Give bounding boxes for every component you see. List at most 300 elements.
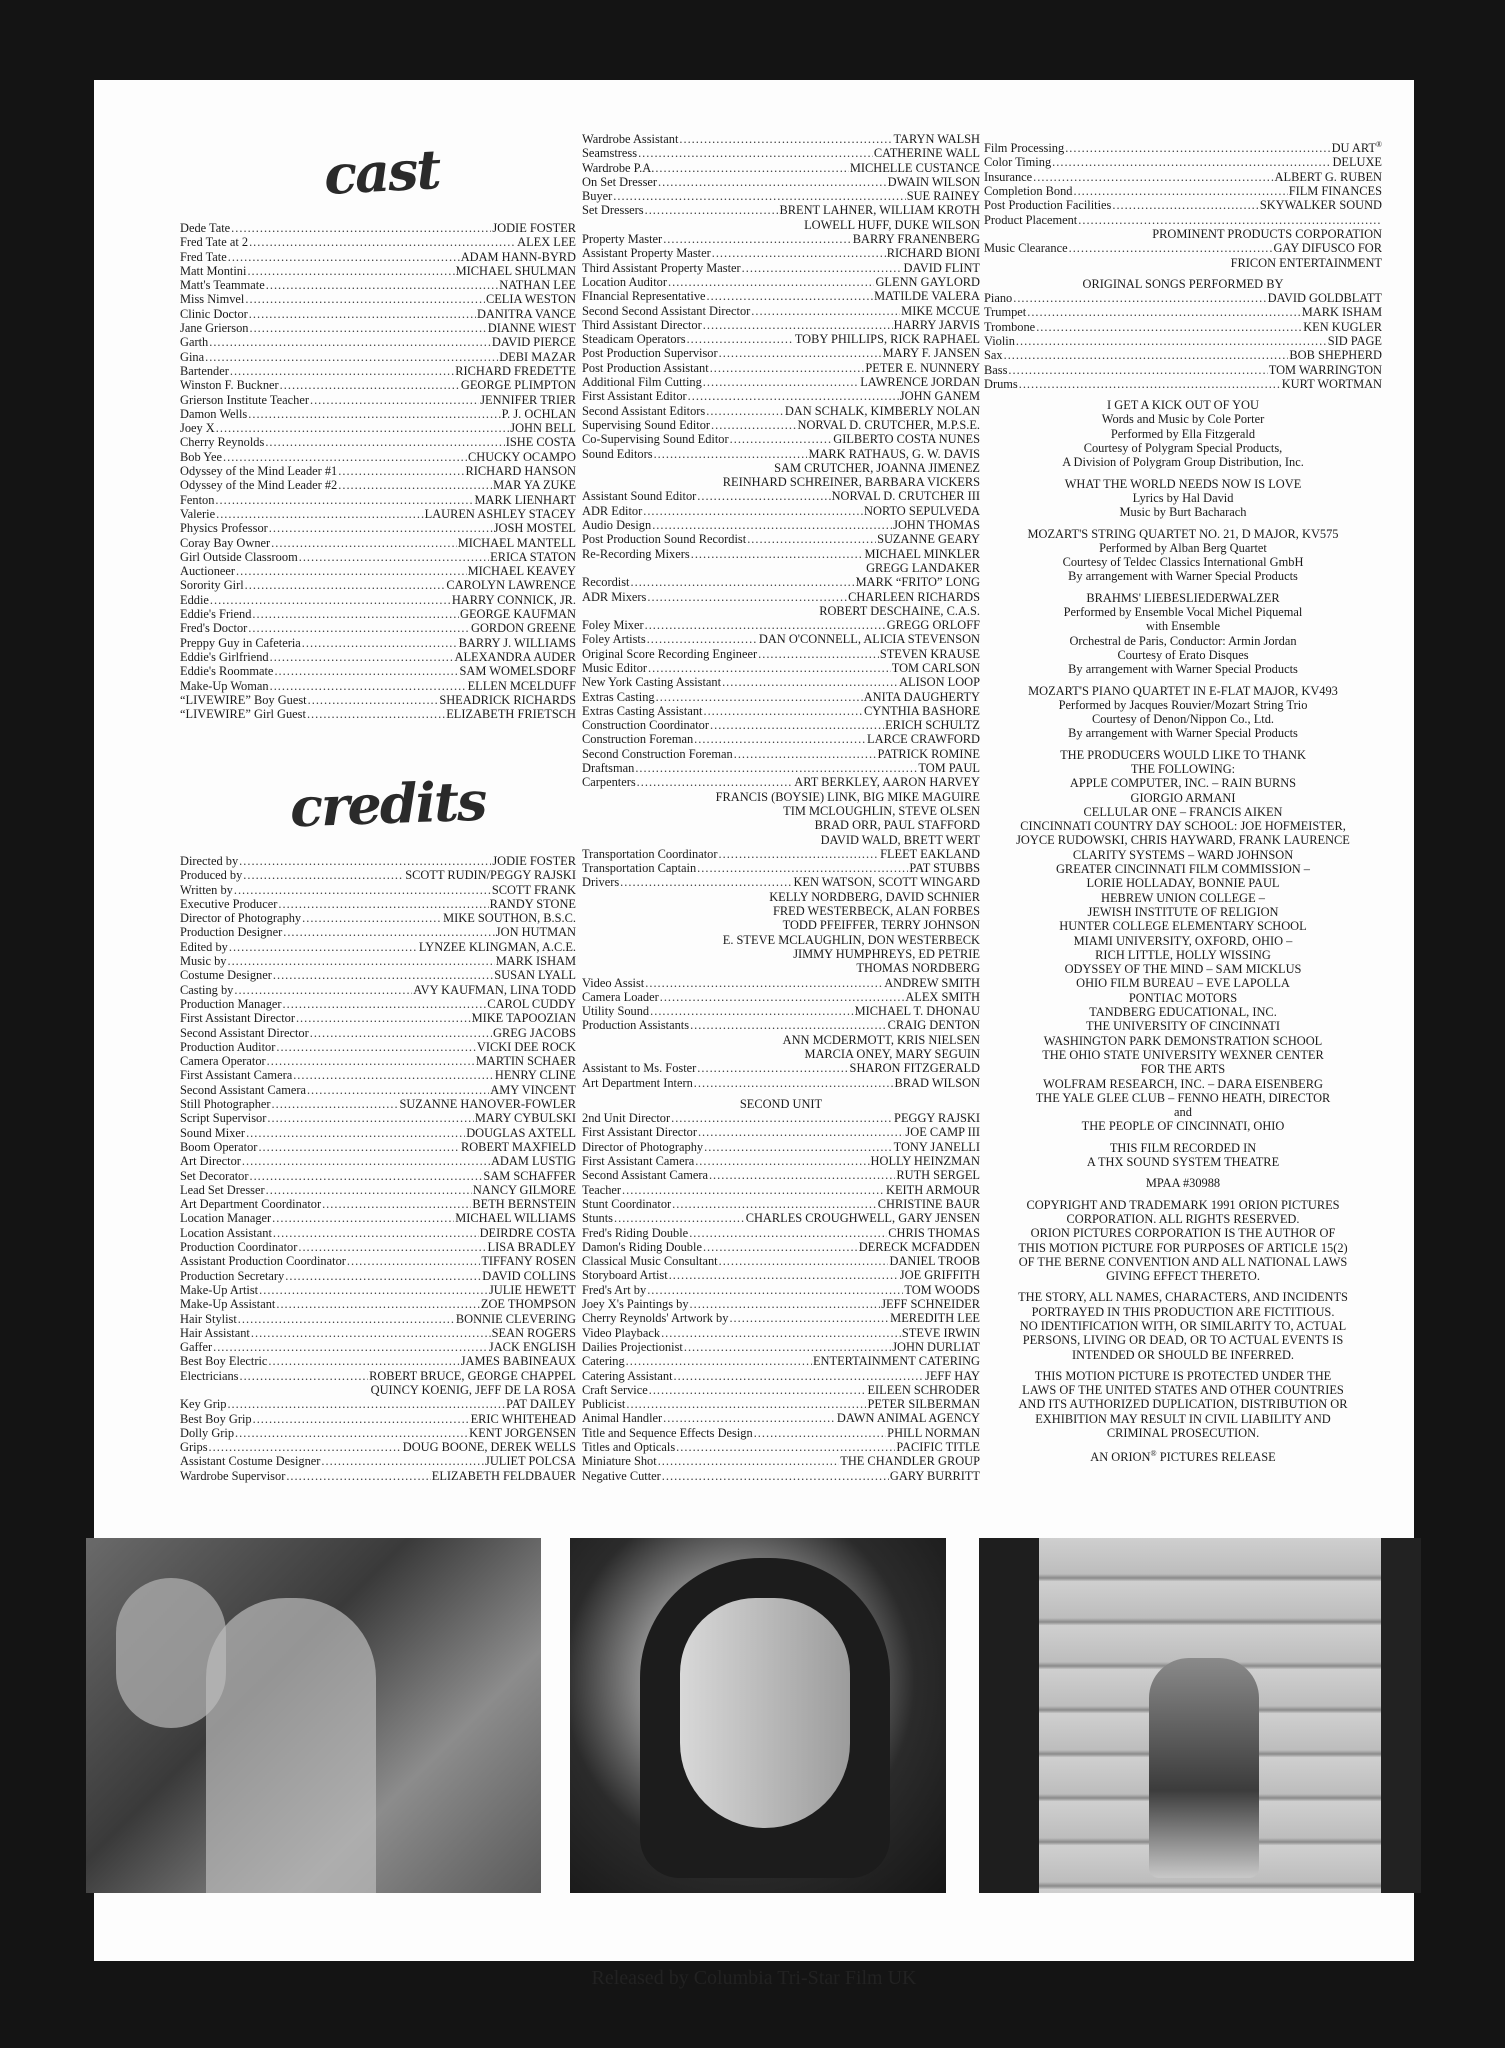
credit-name: KENT JORGENSEN (469, 1425, 576, 1440)
credit-name: JEFF SCHNEIDER (881, 1297, 980, 1312)
credit-name: ERICA STATON (490, 549, 576, 564)
credit-role: Recordist (582, 575, 630, 590)
credit-role: Coray Bay Owner (180, 535, 271, 550)
leader-dots (347, 1254, 480, 1268)
credit-name: ERICH SCHULTZ (885, 718, 980, 733)
protection-notice (984, 1369, 1382, 1440)
credit-name: CHRIS THOMAS (888, 1225, 980, 1240)
credit-row (582, 361, 980, 375)
credit-name: MARK “FRITO” LONG (855, 575, 980, 590)
leader-dots (322, 1197, 471, 1211)
text-line: APPLE COMPUTER, INC. – RAIN BURNS (1069, 776, 1297, 791)
credit-name-continued: ROBERT DESCHAINE, C.A.S. (819, 603, 980, 618)
credit-name: GILBERTO COSTA NUNES (833, 432, 980, 447)
music-credit (984, 398, 1382, 469)
text-line: CELLULAR ONE – FRANCIS AIKEN (1083, 804, 1283, 819)
credit-role: Fred Tate at 2 (180, 235, 249, 250)
text-line: ORION PICTURES CORPORATION IS THE AUTHOR OF (1030, 1226, 1336, 1241)
credit-name: DERECK MCFADDEN (858, 1239, 980, 1254)
credit-row (582, 246, 980, 260)
text-line: JEWISH INSTITUTE OF RELIGION (1087, 904, 1279, 919)
credit-row (180, 1240, 576, 1254)
credit-name: NORTO SEPULVEDA (864, 503, 980, 518)
leader-dots (729, 1311, 889, 1325)
credit-name: ISHE COSTA (505, 435, 576, 450)
credit-name: ALEX LEE (517, 235, 576, 250)
credit-role: Boom Operator (180, 1139, 258, 1154)
credit-name-continued: SAM CRUTCHER, JOANNA JIMENEZ (774, 460, 980, 475)
credit-name: STEVE IRWIN (901, 1325, 980, 1340)
text-line: CLARITY SYSTEMS – WARD JOHNSON (1072, 847, 1294, 862)
leader-dots (251, 1326, 491, 1340)
orion-release-line: AN ORION® PICTURES RELEASE (1090, 1449, 1276, 1465)
credit-role: Insurance (984, 169, 1033, 184)
text-line: AND ITS AUTHORIZED DUPLICATION, DISTRIBUTION OR (1018, 1397, 1348, 1412)
credit-row (180, 264, 576, 278)
credit-row (582, 976, 980, 990)
leader-dots (650, 1004, 853, 1018)
credit-role: Fred Tate (180, 249, 227, 264)
credit-row (180, 1226, 576, 1240)
text-line: TANDBERG EDUCATIONAL, INC. (1089, 1005, 1277, 1020)
text-line: By arrangement with Warner Special Products (1068, 662, 1298, 677)
credit-role: Joey X (180, 421, 215, 436)
leader-dots (310, 1026, 492, 1040)
leader-dots (299, 550, 489, 564)
credit-role: Video Assist (582, 975, 645, 990)
credit-row (582, 304, 980, 318)
cast-heading: cast (322, 137, 441, 207)
credit-role: Post Production Sound Recordist (582, 532, 747, 547)
credit-role: Titles and Opticals (582, 1440, 676, 1455)
leader-dots (248, 407, 500, 421)
credit-row (180, 997, 576, 1011)
leader-dots (1065, 141, 1330, 155)
text-line: HEBREW UNION COLLEGE – (1101, 890, 1265, 905)
credit-name: KEN WATSON, SCOTT WINGARD (793, 875, 980, 890)
credit-row (582, 232, 980, 246)
credit-name: MARY F. JANSEN (882, 346, 980, 361)
leader-dots (658, 1454, 840, 1468)
credit-row (582, 1168, 980, 1182)
leader-dots (276, 1297, 480, 1311)
credit-role: Third Assistant Director (582, 317, 702, 332)
credit-row (180, 507, 576, 521)
leader-dots (215, 493, 473, 507)
credit-role: Sax (984, 348, 1003, 363)
credit-role: Title and Sequence Effects Design (582, 1425, 753, 1440)
credit-name: SID PAGE (1327, 333, 1382, 348)
leader-dots (293, 1068, 494, 1082)
credit-name: FILM FINANCES (1288, 184, 1382, 199)
credit-row (180, 1369, 576, 1383)
credit-name: BRENT LAHNER, WILLIAM KROTH (779, 203, 980, 218)
credit-name: ELIZABETH FRIETSCH (446, 707, 576, 722)
credit-role: Music Editor (582, 660, 648, 675)
credit-name: GREG JACOBS (493, 1025, 576, 1040)
credit-row (180, 1011, 576, 1025)
credit-row (582, 675, 980, 689)
credit-role: Set Decorator (180, 1168, 249, 1183)
credit-name: DELUXE (1332, 155, 1382, 170)
credit-row (180, 621, 576, 635)
thanks-block (984, 748, 1382, 1134)
credit-row (582, 1454, 980, 1468)
credit-name: DIANNE WIEST (487, 321, 576, 336)
credit-role: Winston F. Buckner (180, 378, 279, 393)
credit-role: Product Placement (984, 212, 1078, 227)
credit-role: Art Department Intern (582, 1075, 693, 1090)
credit-role: Trombone (984, 319, 1036, 334)
leader-dots (231, 221, 491, 235)
credit-row (582, 1004, 980, 1018)
credit-role: Fred's Riding Double (582, 1225, 689, 1240)
credit-role: Production Manager (180, 996, 282, 1011)
credit-name: MICHAEL T. DHONAU (854, 1004, 980, 1019)
leader-dots (706, 404, 784, 418)
credit-row (984, 363, 1382, 377)
credit-name: CAROLYN LAWRENCE (446, 578, 576, 593)
credit-name: TOM WARRINGTON (1268, 362, 1382, 377)
text-line: HUNTER COLLEGE ELEMENTARY SCHOOL (1059, 919, 1307, 934)
text-line: LAWS OF THE UNITED STATES AND OTHER COUNTRIES (1022, 1383, 1344, 1398)
photo-railing-right (1381, 1538, 1421, 1893)
credit-name: ADAM HANN-BYRD (460, 249, 576, 264)
credit-name: ANITA DAUGHERTY (863, 689, 980, 704)
crew-list-1 (180, 854, 576, 1483)
leader-dots (620, 875, 792, 889)
credit-role: Publicist (582, 1397, 626, 1412)
credit-name-continued: REINHARD SCHREINER, BARBARA VICKERS (722, 475, 980, 490)
credit-role: Color Timing (984, 155, 1052, 170)
credit-name-continued: TIM MCLOUGHLIN, STEVE OLSEN (783, 803, 980, 818)
credit-name: FLEET EAKLAND (880, 846, 980, 861)
credit-role: Sound Mixer (180, 1125, 246, 1140)
leader-dots (703, 1240, 858, 1254)
credit-role: Art Department Coordinator (180, 1197, 322, 1212)
leader-dots (265, 435, 504, 449)
text-line: WHAT THE WORLD NEEDS NOW IS LOVE (1064, 476, 1302, 491)
photo-strip (94, 1538, 1414, 1910)
credit-row (984, 213, 1382, 227)
credit-row (180, 1312, 576, 1326)
credit-name: BETH BERNSTEIN (472, 1197, 576, 1212)
credit-role: Fred's Art by (582, 1282, 647, 1297)
leader-dots (1073, 184, 1287, 198)
leader-dots (310, 393, 479, 407)
leader-dots (216, 507, 424, 521)
credit-name: CELIA WESTON (485, 292, 576, 307)
leader-dots (286, 1469, 430, 1483)
leader-dots (308, 693, 439, 707)
photo-railing-left (979, 1538, 1039, 1893)
credit-role: Re-Recording Mixers (582, 546, 690, 561)
text-line: A THX SOUND SYSTEM THEATRE (1086, 1155, 1280, 1170)
photo-woman-portrait (570, 1538, 946, 1893)
leader-dots (1019, 377, 1281, 391)
credit-name: DAVID GOLDBLATT (1267, 291, 1382, 306)
credit-row (582, 632, 980, 646)
text-line: Performed by Ensemble Vocal Michel Piquemal (1063, 605, 1303, 620)
credit-row (582, 418, 980, 432)
leader-dots (751, 304, 900, 318)
credit-name: CAROL CUDDY (487, 996, 576, 1011)
credit-row (180, 378, 576, 392)
leader-dots (267, 1111, 474, 1125)
credit-row (180, 1354, 576, 1368)
text-line: THE UNIVERSITY OF CINCINNATI (1086, 1019, 1280, 1034)
leader-dots (270, 679, 467, 693)
text-line: GREATER CINCINNATI FILM COMMISSION – (1055, 862, 1311, 877)
credit-name: TARYN WALSH (893, 132, 980, 146)
leader-dots (647, 590, 847, 604)
text-line: BRAHMS' LIEBESLIEDERWALZER (1086, 590, 1280, 605)
credit-role: Film Processing (984, 141, 1065, 156)
leader-dots (234, 983, 412, 997)
leader-dots (239, 854, 491, 868)
credit-name: JOE GRIFFITH (899, 1268, 980, 1283)
leader-dots (243, 868, 404, 882)
credit-row (180, 364, 576, 378)
credit-role: Second Second Assistant Director (582, 303, 751, 318)
text-line: CRIMINAL PROSECUTION. (1106, 1426, 1260, 1441)
leader-dots (658, 175, 887, 189)
credit-name: GORDON GREENE (471, 621, 576, 636)
credit-row (582, 1440, 980, 1454)
credit-name-continued: TODD PFEIFFER, TERRY JOHNSON (782, 918, 980, 933)
credit-role: Wardrobe Assistant (582, 132, 679, 146)
credit-name: MICHAEL MINKLER (864, 546, 980, 561)
leader-dots (694, 1076, 894, 1090)
leader-dots (622, 1183, 885, 1197)
music-blocks (984, 391, 1382, 741)
credit-role: Grips (180, 1440, 208, 1455)
credit-name: DAVID COLLINS (482, 1268, 576, 1283)
credit-role: Bass (984, 362, 1008, 377)
photo-couple (86, 1538, 541, 1893)
credit-role: Script Supervisor (180, 1111, 267, 1126)
credit-role: Drums (984, 376, 1018, 391)
credit-row (180, 983, 576, 997)
text-line: THE FOLLOWING: (1130, 762, 1236, 776)
leader-dots (654, 447, 808, 461)
credit-row (180, 868, 576, 882)
credit-role: First Assistant Director (180, 1011, 295, 1026)
credit-name: NATHAN LEE (499, 278, 576, 293)
leader-dots (710, 718, 884, 732)
credit-name: DOUG BOONE, DEREK WELLS (402, 1440, 576, 1455)
credit-row (582, 275, 980, 289)
leader-dots (280, 378, 460, 392)
credit-row (582, 447, 980, 461)
credit-name-continued: ANN MCDERMOTT, KRIS NIELSEN (782, 1032, 980, 1047)
credit-row (180, 250, 576, 264)
leader-dots (697, 489, 830, 503)
credit-role: Construction Foreman (582, 732, 694, 747)
credit-role: Assistant Production Coordinator (180, 1254, 346, 1269)
credit-role: Lead Set Dresser (180, 1182, 265, 1197)
credit-name: PATRICK ROMINE (877, 746, 980, 761)
credit-name: SUE RAINEY (906, 189, 980, 204)
text-line: PONTIAC MOTORS (1128, 990, 1238, 1005)
leader-dots (643, 504, 863, 518)
credit-row (582, 1061, 980, 1075)
credit-role: Negative Cutter (582, 1468, 661, 1483)
credit-name: THE CHANDLER GROUP (840, 1454, 980, 1469)
credit-row (582, 489, 980, 503)
credit-name: DAVID FLINT (903, 260, 980, 275)
credit-role: Matt Montini (180, 263, 247, 278)
text-line: NO IDENTIFICATION WITH, OR SIMILARITY TO, ACTUAL (1019, 1318, 1347, 1333)
text-line: COPYRIGHT AND TRADEMARK 1991 ORION PICTURES (1026, 1197, 1340, 1212)
credit-row (180, 521, 576, 535)
credit-name: LAUREN ASHLEY STACEY (424, 506, 576, 521)
leader-dots (661, 1326, 901, 1340)
leader-dots (710, 361, 865, 375)
leader-dots (614, 1211, 745, 1225)
credit-role: Clinic Doctor (180, 306, 248, 321)
credit-row (180, 335, 576, 349)
credit-role: Piano (984, 291, 1013, 306)
credit-role: Post Production Supervisor (582, 346, 718, 361)
credit-row (582, 289, 980, 303)
credit-row (180, 650, 576, 664)
credit-name: ELLEN MCELDUFF (467, 678, 576, 693)
leader-dots (235, 1426, 468, 1440)
credit-row (582, 647, 980, 661)
leader-dots (1027, 305, 1301, 319)
credit-role: New York Casting Assistant (582, 675, 722, 690)
leader-dots (655, 161, 849, 175)
leader-dots (253, 1412, 470, 1426)
credit-role: Costume Designer (180, 968, 272, 983)
leader-dots (238, 1312, 455, 1326)
credit-role: Matt's Teammate (180, 278, 265, 293)
credit-row (582, 532, 980, 546)
credit-role: Assistant Property Master (582, 246, 711, 261)
leader-dots (252, 607, 459, 621)
credit-name: TOM PAUL (918, 761, 980, 776)
credit-name: MARK RATHAUS, G. W. DAVIS (808, 446, 980, 461)
leader-dots (660, 990, 905, 1004)
leader-dots (227, 1397, 505, 1411)
credit-name: ALEXANDRA AUDER (454, 649, 576, 664)
credit-name: EILEEN SCHRODER (867, 1382, 980, 1397)
credit-name: RICHARD HANSON (465, 464, 576, 479)
credit-row (582, 504, 980, 518)
leader-dots (278, 897, 488, 911)
credit-role: Location Manager (180, 1211, 272, 1226)
leader-dots (626, 1354, 812, 1368)
credit-name: SHARON FITZGERALD (849, 1061, 980, 1076)
photo-boy (1149, 1658, 1259, 1878)
credit-row (180, 292, 576, 306)
credit-role: Dolly Grip (180, 1425, 235, 1440)
credit-row (582, 132, 980, 146)
credit-role: Electricians (180, 1368, 239, 1383)
credit-row (180, 307, 576, 321)
credit-role: Eddie's Girlfriend (180, 649, 269, 664)
credit-role: Make-Up Artist (180, 1282, 259, 1297)
credit-name-continued: FRANCIS (BOYSIE) LINK, BIG MIKE MAGUIRE (715, 789, 980, 804)
credit-row (582, 1383, 980, 1397)
credit-name: MICHAEL SHULMAN (455, 263, 576, 278)
leader-dots (266, 1183, 472, 1197)
text-line: CORPORATION. ALL RIGHTS RESERVED. (1066, 1211, 1300, 1226)
leader-dots (1078, 213, 1381, 227)
credit-row (582, 990, 980, 1004)
text-line: Courtesy of Teldec Classics International GmbH (1062, 555, 1304, 570)
credit-role: Bob Yee (180, 449, 222, 464)
credit-name: ZOE THOMPSON (480, 1297, 576, 1312)
credit-row (180, 1297, 576, 1311)
credit-name-continued: BRAD ORR, PAUL STAFFORD (814, 818, 980, 833)
credit-row (582, 1226, 980, 1240)
leader-dots (249, 307, 476, 321)
credit-row (582, 1140, 980, 1154)
credit-row (582, 375, 980, 389)
music-credit (984, 591, 1382, 677)
credit-name: SUZANNE HANOVER-FOWLER (399, 1097, 576, 1112)
leader-dots (216, 421, 509, 435)
credit-role: Valerie (180, 506, 216, 521)
credit-name: CHARLES CROUGHWELL, GARY JENSEN (745, 1211, 980, 1226)
credit-name: ART BERKLEY, AARON HARVEY (794, 775, 980, 790)
credit-name: JOE CAMP III (905, 1125, 980, 1140)
leader-dots (711, 418, 796, 432)
credit-role: Catering (582, 1354, 625, 1369)
leader-dots (656, 690, 863, 704)
mpaa-number: MPAA #30988 (1145, 1176, 1221, 1191)
credit-row (582, 389, 980, 403)
credit-role: “LIVEWIRE” Girl Guest (180, 707, 306, 722)
leader-dots (631, 575, 855, 589)
credit-role: ADR Editor (582, 503, 643, 518)
credit-name: RUTH SERGEL (896, 1168, 980, 1183)
credit-role: Miniature Shot (582, 1454, 657, 1469)
leader-dots (247, 264, 454, 278)
leader-dots (273, 968, 493, 982)
credit-role: Set Dressers (582, 203, 644, 218)
text-line: MOZART'S PIANO QUARTET IN E-FLAT MAJOR, KV493 (1028, 683, 1338, 698)
credit-name: GARY BURRITT (889, 1468, 980, 1483)
credit-row (582, 1111, 980, 1125)
leader-dots (690, 1018, 887, 1032)
credit-row (180, 636, 576, 650)
credit-role: Art Director (180, 1154, 241, 1169)
credit-row (180, 664, 576, 678)
credit-row (180, 1269, 576, 1283)
credit-name: JODIE FOSTER (492, 854, 576, 868)
credit-role: Wardrobe Supervisor (180, 1468, 286, 1483)
credit-role: Hair Stylist (180, 1311, 237, 1326)
text-line: WASHINGTON PARK DEMONSTRATION SCHOOL (1043, 1033, 1323, 1048)
credit-name: MARTIN SCHAER (475, 1054, 576, 1069)
credit-row (582, 346, 980, 360)
credit-name: GEORGE KAUFMAN (460, 607, 576, 622)
credit-row (582, 1211, 980, 1225)
credit-row (180, 707, 576, 721)
leader-dots (266, 278, 499, 292)
leader-dots (695, 1154, 869, 1168)
leader-dots (321, 1454, 484, 1468)
leader-dots (638, 146, 873, 160)
credit-row (180, 1026, 576, 1040)
text-line: INTENDED OR SHOULD BE INFERRED. (1072, 1347, 1294, 1362)
credit-row (180, 1326, 576, 1340)
credit-name-continued: FRED WESTERBECK, ALAN FORBES (773, 904, 980, 919)
text-line: THE PEOPLE OF CINCINNATI, OHIO (1081, 1119, 1285, 1134)
